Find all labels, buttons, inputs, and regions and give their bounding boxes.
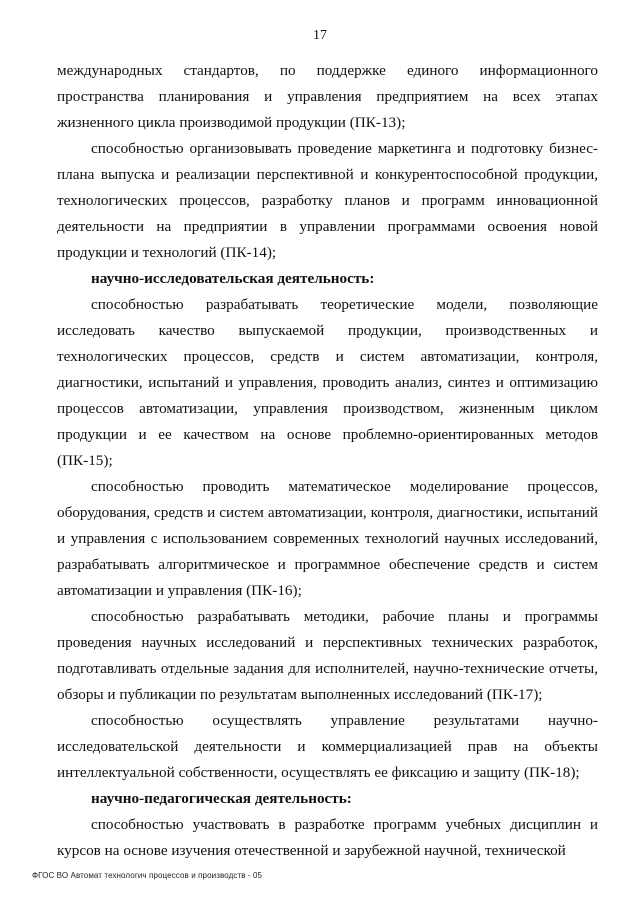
paragraph-pk-16: способностью проводить математическое моделирование процессов, оборудования, средств и систем автоматизации, контроля, диагностики, испытаний и управления с использованием современных технологий научных исследований, разрабатывать алгоритмическое и программное обеспечение средств и систем автоматизации и управления (ПК-16); bbox=[57, 478, 598, 599]
section-heading-research: научно-исследовательская деятельность: bbox=[91, 270, 375, 287]
page-number: 17 bbox=[313, 28, 327, 43]
paragraph-pk-17: способностью разрабатывать методики, рабочие планы и программы проведения научных исследований и перспективных технических разработок, подготавливать отдельные задания для исполнителей, научно-технические отчеты, обзоры и публикации по результатам выполненных исследований (ПК-17); bbox=[57, 608, 598, 703]
page-footer: ФГОС ВО Автомат технологич процессов и производств - 05 bbox=[32, 871, 263, 880]
paragraph-pk-18: способностью осуществлять управление результатами научно-исследовательской деятельности и коммерциализацией прав на объекты интеллектуальной собственности, осуществлять ее фиксацию и защиту (ПК-18); bbox=[57, 712, 598, 781]
section-heading-pedagogical: научно-педагогическая деятельность: bbox=[91, 790, 352, 807]
paragraph-pk-14: способностью организовывать проведение маркетинга и подготовку бизнес-плана выпуска и реализации перспективной и конкурентоспособной продукции, технологических процессов, разработку планов и программ инновационной деятельности на предприятии в управлении программами освоения новой продукции и технологий (ПК-14); bbox=[57, 140, 598, 261]
paragraph-continuation: международных стандартов, по поддержке единого информационного пространства планирования и управления предприятием на всех этапах жизненного цикла производимой продукции (ПК-13); bbox=[57, 62, 598, 131]
paragraph-pedagogical-item: способностью участвовать в разработке программ учебных дисциплин и курсов на основе изучения отечественной и зарубежной научной, технической bbox=[57, 816, 598, 859]
paragraph-pk-15: способностью разрабатывать теоретические модели, позволяющие исследовать качество выпускаемой продукции, производственных и технологических процессов, средств и систем автоматизации, контроля, диагностики, испытаний и управления, проводить анализ, синтез и оптимизацию процессов автоматизации, управления производством, жизненным циклом продукции и ее качеством на основе проблемно-ориентированных методов (ПК-15); bbox=[57, 296, 598, 469]
document-body bbox=[57, 58, 598, 864]
